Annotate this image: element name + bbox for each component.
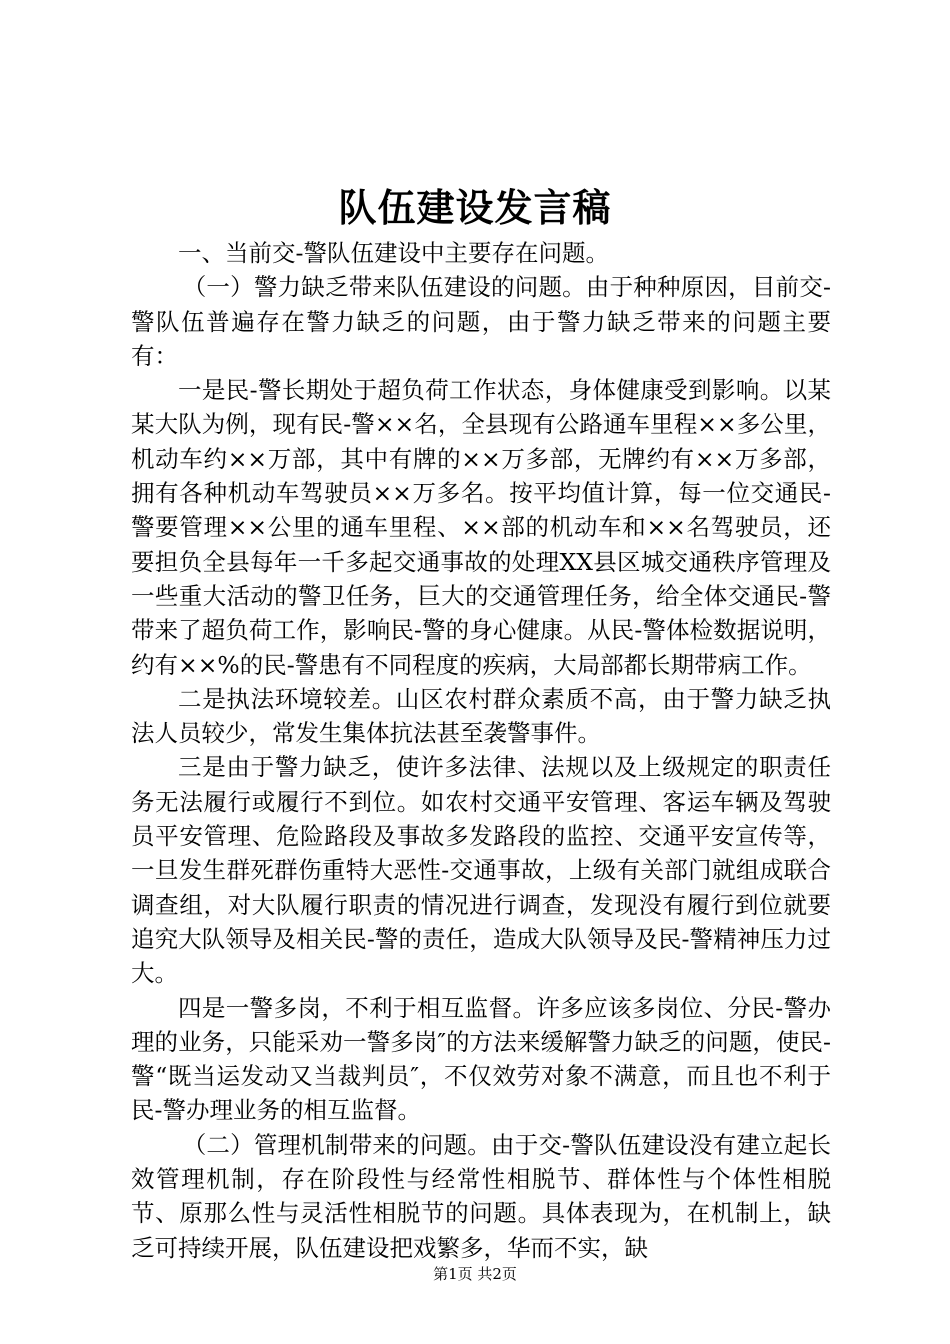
paragraph-subsection-2: （二）管理机制带来的问题。由于交-警队伍建设没有建立起长效管理机制，存在阶段性与经常性相脱节、群体性与个体性相脱节、原那么性与灵活性相脱节的问题。具体表现为，在机制上，缺乏可持续开展，队伍建设把戏繁多，华而不实，缺 [131,1130,831,1262]
page-footer: 第1页 共2页 [433,1265,517,1283]
paragraph-point-3: 三是由于警力缺乏，使许多法律、法规以及上级规定的职责任务无法履行或履行不到位。如农村交通平安管理、客运车辆及驾驶员平安管理、危险路段及事故多发路段的监控、交通平安宣传等，一旦发生群死群伤重特大恶性-交通事故，上级有关部门就组成联合调查组，对大队履行职责的情况进行调查，发现没有履行到位就要追究大队领导及相关民-警的责任，造成大队领导及民-警精神压力过大。 [131,753,831,988]
paragraph-point-1: 一是民-警长期处于超负荷工作状态，身体健康受到影响。以某某大队为例，现有民-警××名，全县现有公路通车里程××多公里，机动车约××万部，其中有牌的××万多部，无牌约有××万多部，拥有各种机动车驾驶员××万多名。按平均值计算，每一位交通民-警要管理××公里的通车里程、××部的机动车和××名驾驶员，还要担负全县每年一千多起交通事故的处理XX县区城交通秩序管理及一些重大活动的警卫任务，巨大的交通管理任务，给全体交通民-警带来了超负荷工作，影响民-警的身心健康。从民-警体检数据说明，约有××%的民-警患有不同程度的疾病，大局部都长期带病工作。 [131,376,831,679]
paragraph-subsection-1: （一）警力缺乏带来队伍建设的问题。由于种种原因，目前交-警队伍普遍存在警力缺乏的问题，由于警力缺乏带来的问题主要有： [131,273,831,370]
page-title: 队伍建设发言稿 [338,185,612,230]
paragraph-point-4: 四是一警多岗，不利于相互监督。许多应该多岗位、分民-警办理的业务，只能采劝一警多岗″的方法来缓解警力缺乏的问题，使民-警“既当运发动又当裁判员″，不仅效劳对象不满意，而且也不利于民-警办理业务的相互监督。 [131,993,831,1125]
document-body [131,236,831,1265]
paragraph-section-heading: 一、当前交-警队伍建设中主要存在问题。 [178,239,609,267]
paragraph-point-2: 二是执法环境较差。山区农村群众素质不高，由于警力缺乏执法人员较少，常发生集体抗法甚至袭警事件。 [131,684,831,748]
